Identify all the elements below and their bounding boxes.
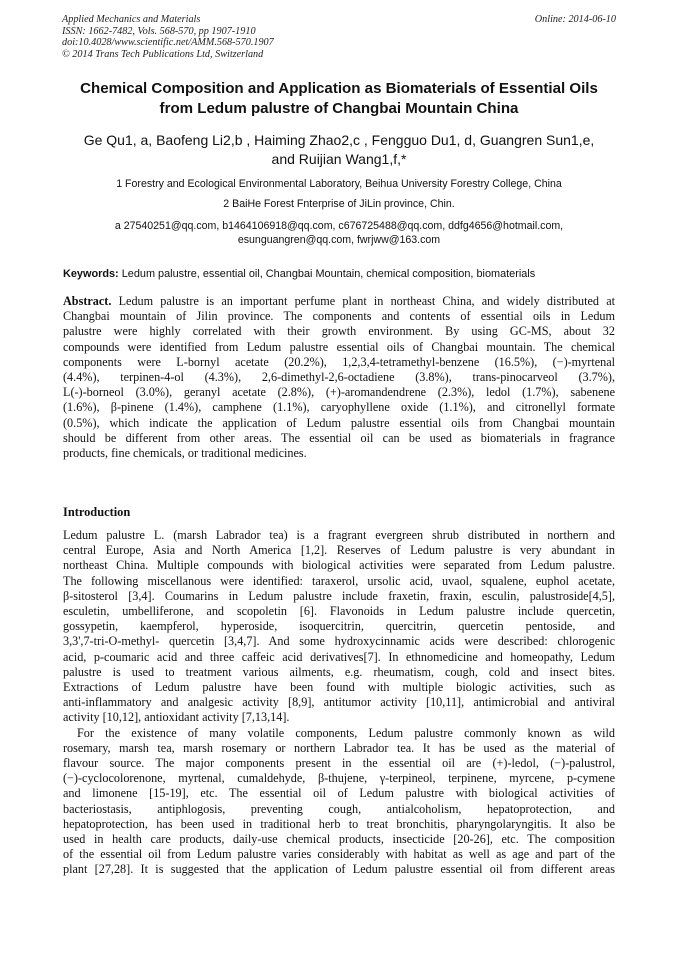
abstract-line: (0.5%), which indicate the application of Ledum palustre essential oils from Changbai mountain — [63, 415, 615, 430]
intro-line: and limonene [15-19], etc. The essential oil of Ledum palustre with biological activities of — [63, 786, 615, 801]
affiliation-2-text: 2 BaiHe Forest Fnterprise of JiLin province, Chin. — [223, 198, 455, 210]
intro-line: (−)-cyclocolorenone, myrtenal, cumaldehyde, β-thujene, γ-terpineol, terpinene, myrcene, p-cymene — [63, 771, 615, 786]
intro-line: gossypetin, kaempferol, hyperoside, isoquercitrin, quercitrin, quercetin pentoside, and — [63, 619, 615, 634]
intro-line: rosemary, marsh tea, marsh rosemary or northern Labrador tea. It has be used as the material of — [63, 740, 615, 755]
abstract-label: Abstract. — [63, 294, 112, 308]
journal-name: Applied Mechanics and Materials — [62, 14, 201, 25]
title-line-1: Chemical Composition and Application as Biomaterials of Essential Oils — [80, 80, 598, 97]
intro-line: flavour source. The major components present in the essential oil are (+)-ledol, (−)-palustrol, — [63, 756, 615, 771]
intro-line: of the essential oil from Ledum palustre varies considerably with habitat as well as age and part of the — [63, 847, 615, 862]
intro-line: central Europe, Asia and North America [1,2]. Reserves of Ledum palustre is very abundant in — [63, 543, 615, 558]
affiliation-2 — [40, 197, 638, 211]
abstract-line: compounds were identified from Ledum palustre essential oils of Changbai mountain. The chemical — [63, 339, 615, 354]
intro-line: acid, p-coumaric acid and three caffeic acid derivatives[7]. In ethnomedicine and homeopathy, Ledum — [63, 649, 615, 664]
intro-line: hepatoprotection, has been used in traditional herb to treat bronchitis, pharyngolaryngitis. It also be — [63, 816, 615, 831]
paper-title — [50, 79, 628, 119]
intro-line: plant [27,28]. It is suggested that the application of Ledum palustre essential oil from different areas — [63, 862, 615, 877]
abstract-line: (4.4%), terpinen-4-ol (4.3%), 2,6-dimethyl-2,6-octadiene (3.8%), trans-pinocarveol (3.7%), — [63, 370, 615, 385]
intro-line: Ledum palustre L. (marsh Labrador tea) is a fragrant evergreen shrub distributed in northern and — [63, 528, 615, 542]
email-list — [40, 219, 638, 247]
intro-line: northeast China. Multiple compounds with biological activities were separated from Ledum palustre. — [63, 558, 615, 573]
email-line-2: esunguangren@qq.com, fwrjww@163.com — [237, 234, 441, 246]
intro-line: β-sitosterol [3,4]. Coumarins in Ledum palustre include fraxetin, fraxin, esculin, palustroside[4,5], — [63, 588, 615, 603]
intro-line: esculetin, umbelliferone, and scopoletin [6]. Flavonoids in Ledum palustre include quercetin, — [63, 604, 615, 619]
intro-line: used in health care products, daily-use chemical products, insecticide [20-26], etc. The composition — [63, 832, 615, 847]
abstract-line: (1.6%), β-pinene (1.4%), camphene (1.1%), caryophyllene oxide (1.1%), and citronellyl formate — [63, 400, 615, 415]
intro-line: For the existence of many volatile components, Ledum palustre commonly known as wild — [77, 725, 615, 740]
author-list — [50, 131, 628, 169]
abstract-line: should be different from other areas. The essential oil can be used as biomaterials in fragrance — [63, 430, 615, 445]
intro-line: 3,3',7-tri-O-methyl- quercetin [3,4,7]. And some hydroxycinnamic acids were described: chlorogenic — [63, 634, 615, 649]
intro-line: palustre is used to treatment various ailments, e.g. rheumatism, cough, cold and insect bites. — [63, 664, 615, 679]
affiliation-1-text: 1 Forestry and Ecological Environmental Laboratory, Beihua University Forestry College, China — [116, 178, 562, 190]
issn-line: ISSN: 1662-7482, Vols. 568-570, pp 1907-1910 — [62, 25, 256, 37]
abstract-line-text: Ledum palustre is an important perfume plant in northeast China, and widely distributed at — [111, 294, 615, 308]
intro-line: activity [10,12], antioxidant activity [7,13,14]. — [63, 710, 290, 725]
doi-line: doi:10.4028/www.scientific.net/AMM.568-570.1907 — [62, 37, 274, 49]
abstract-line — [63, 294, 615, 309]
authors-line-1: Ge Qu1, a, Baofeng Li2,b , Haiming Zhao2,c , Fengguo Du1, d, Guangren Sun1,e, — [83, 132, 595, 148]
intro-line: Extractions of Ledum palustre have been found with multiple biologic activities, such as — [63, 680, 615, 695]
keywords-label: Keywords: — [63, 268, 119, 280]
copyright-line: © 2014 Trans Tech Publications Ltd, Switzerland — [62, 48, 264, 60]
affiliation-1 — [40, 177, 638, 191]
abstract-line: components were L-bornyl acetate (20.2%), 1,2,3,4-tetramethyl-benzene (16.5%), (−)-myrtenal — [63, 354, 615, 369]
intro-line: anti-inflammatory and analgesic activity [8,9], antitumor activity [10,11], antimicrobial and antiviral — [63, 695, 615, 710]
email-line-1: a 27540251@qq.com, b1464106918@qq.com, c676725488@qq.com, ddfg4656@hotmail.com, — [114, 220, 564, 232]
introduction-heading: Introduction — [63, 505, 131, 519]
abstract — [63, 294, 615, 461]
keywords — [63, 267, 623, 281]
keywords-text: Ledum palustre, essential oil, Changbai Mountain, chemical composition, biomaterials — [121, 268, 536, 280]
online-date: Online: 2014-06-10 — [534, 14, 616, 25]
intro-line: The following miscellanous were identified: taraxerol, ursolic acid, uvaol, squalene, euphol acetate, — [63, 573, 615, 588]
abstract-line: products, fine chemicals, or traditional medicines. — [63, 446, 307, 461]
abstract-line: palustre were highly correlated with their growth environment. By using GC-MS, about 32 — [63, 324, 615, 339]
abstract-line: L(-)-borneol (3.0%), geranyl acetate (2.8%), (+)-aromandendrene (2.3%), ledol (1.7%), sabenene — [63, 385, 615, 400]
introduction-body — [63, 528, 615, 878]
journal-header — [62, 14, 616, 60]
intro-line: bacteriostasis, antiphlogosis, preventing cough, antialcoholism, hepatoprotection, and — [63, 801, 615, 816]
authors-line-2: and Ruijian Wang1,f,* — [271, 151, 407, 167]
abstract-line: Changbai mountain of Jilin province. The components and contents of essential oils in Ledum — [63, 309, 615, 324]
title-line-2: from Ledum palustre of Changbai Mountain China — [159, 100, 519, 117]
